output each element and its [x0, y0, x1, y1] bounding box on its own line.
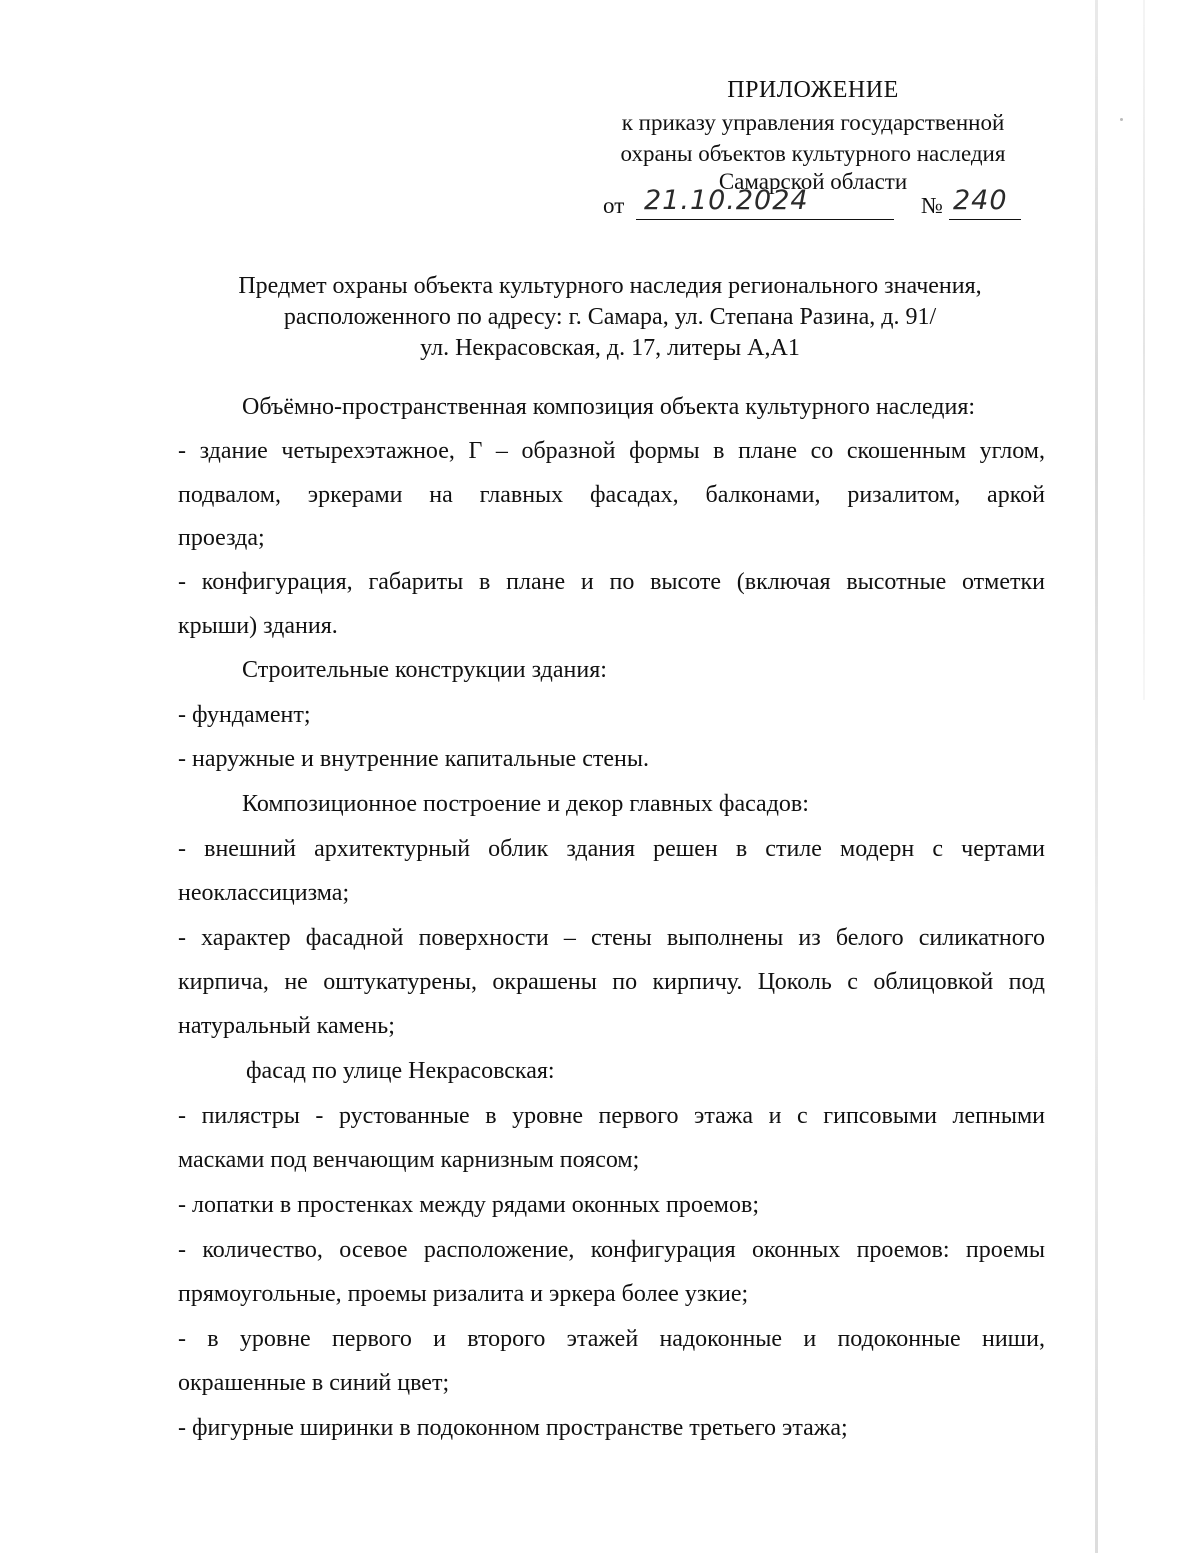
body-line: - в уровне первого и второго этажей надоконные и подоконные ниши, [178, 1326, 1045, 1352]
number-label: № [921, 193, 943, 218]
scan-edge-artifact [1143, 0, 1145, 700]
body-line: натуральный камень; [178, 1013, 395, 1039]
body-line: - количество, осевое расположение, конфигурация оконных проемов: проемы [178, 1237, 1045, 1263]
body-line: - конфигурация, габариты в плане и по высоте (включая высотные отметки [178, 569, 1045, 595]
body-line: проезда; [178, 525, 265, 551]
body-line: подвалом, эркерами на главных фасадах, балконами, ризалитом, аркой [178, 482, 1045, 508]
body-line: окрашенные в синий цвет; [178, 1370, 450, 1396]
order-date-number [603, 183, 1023, 223]
subject-line-1: Предмет охраны объекта культурного наследия регионального значения, [238, 273, 982, 299]
subject-line-2: расположенного по адресу: г. Самара, ул. Степана Разина, д. 91/ [283, 304, 937, 330]
order-number-field [949, 183, 1021, 220]
body-line: неоклассицизма; [178, 880, 350, 906]
body-line: масками под венчающим карнизным поясом; [178, 1147, 640, 1173]
subject-line-3: ул. Некрасовская, д. 17, литеры А,А1 [420, 335, 800, 361]
appendix-line-3: Самарской области [718, 169, 908, 194]
body-line: - характер фасадной поверхности – стены выполнены из белого силикатного [178, 925, 1045, 951]
section-heading: Объёмно-пространственная композиция объекта культурного наследия: [242, 394, 976, 420]
appendix-line-1: к приказу управления государственной [621, 110, 1005, 135]
order-date-handwritten: 21.10.2024 [644, 185, 809, 216]
order-number-handwritten: 240 [953, 185, 1008, 216]
scan-edge-artifact [1095, 0, 1098, 1553]
body-line: кирпича, не оштукатурены, окрашены по кирпичу. Цоколь с облицовкой под [178, 969, 1045, 995]
order-date-field [636, 183, 894, 220]
subject-heading [170, 271, 1050, 364]
from-label: от [603, 193, 625, 218]
appendix-line-2: охраны объектов культурного наследия [620, 141, 1006, 166]
body-line: - фундамент; [178, 702, 311, 728]
appendix-header [578, 75, 1048, 195]
scan-dot-artifact [1120, 118, 1123, 121]
body-line: - наружные и внутренние капитальные стены. [178, 746, 649, 772]
body-line: - фигурные ширинки в подоконном пространстве третьего этажа; [178, 1415, 848, 1441]
body-line: - внешний архитектурный облик здания решен в стиле модерн с чертами [178, 836, 1045, 862]
appendix-title: ПРИЛОЖЕНИЕ [727, 77, 899, 103]
body-line: - пилястры - рустованные в уровне первого этажа и с гипсовыми лепными [178, 1103, 1045, 1129]
body-line: - здание четырехэтажное, Г – образной формы в плане со скошенным углом, [178, 438, 1045, 464]
section-heading: фасад по улице Некрасовская: [246, 1058, 555, 1084]
body-line: крыши) здания. [178, 613, 338, 639]
body-line: - лопатки в простенках между рядами оконных проемов; [178, 1192, 759, 1218]
section-heading: Композиционное построение и декор главных фасадов: [242, 791, 809, 817]
section-heading: Строительные конструкции здания: [242, 657, 607, 683]
body-line: прямоугольные, проемы ризалита и эркера более узкие; [178, 1281, 749, 1307]
